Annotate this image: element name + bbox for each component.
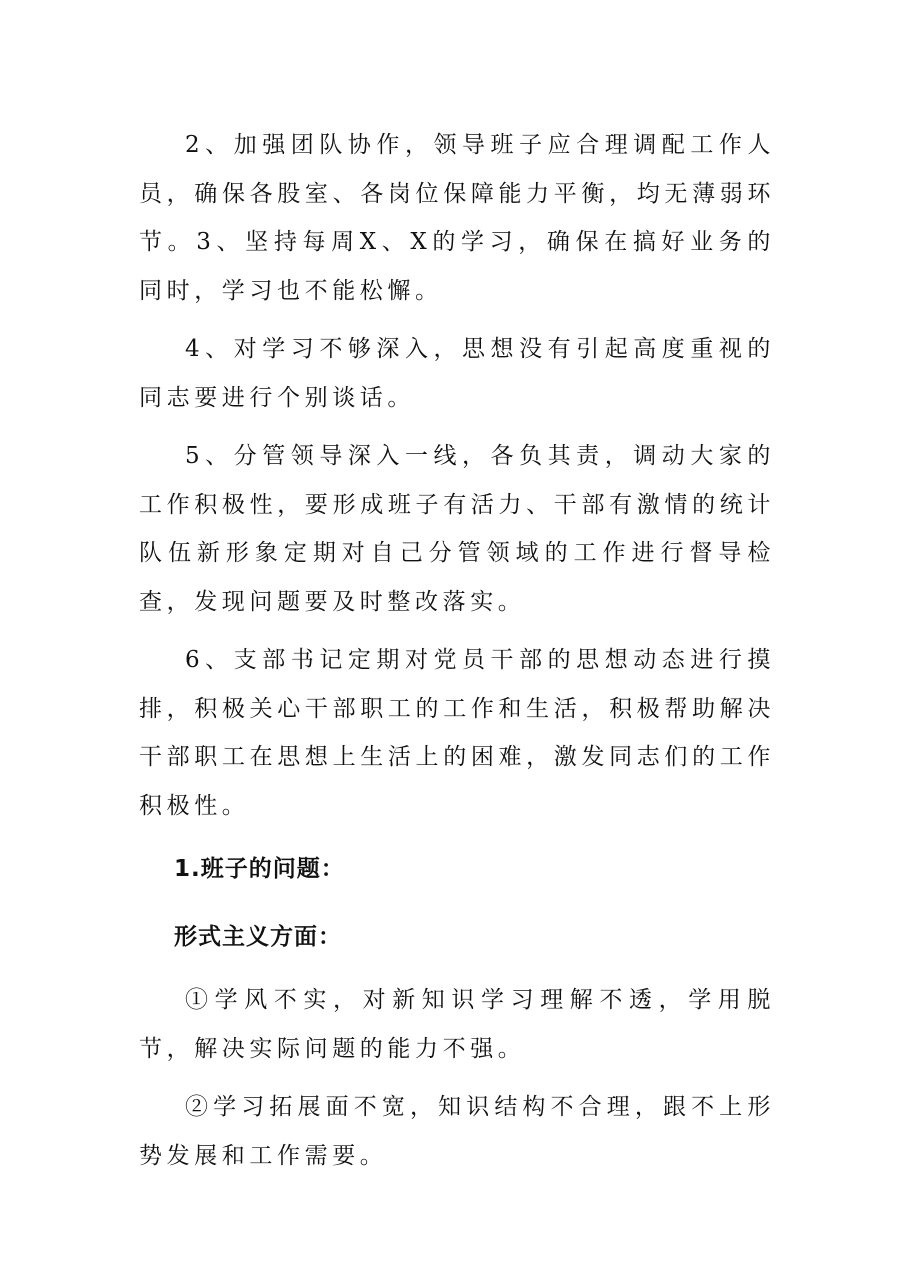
paragraph-item-5: 5、分管领导深入一线，各负其责，调动大家的工作积极性，要形成班子有活力、干部有激情的统计队伍新形象定期对自己分管领域的工作进行督导检查，发现问题要及时整改落实。 [139,443,775,615]
paragraph-item-2: 2、加强团队协作，领导班子应合理调配工作人员，确保各股室、各岗位保障能力平衡，均无薄弱环节。3、坚持每周X、X的学习，确保在搞好业务的同时，学习也不能松懈。 [139,132,775,304]
section-heading-team-issues: 1.班子的问题： [174,856,345,882]
subsection-heading-formalism: 形式主义方面： [174,924,342,950]
paragraph-item-6: 6、支部书记定期对党员干部的思想动态进行摸排，积极关心干部职工的工作和生活，积极帮助解决干部职工在思想上生活上的困难，激发同志们的工作积极性。 [139,647,775,819]
list-item-study-style: ①学风不实，对新知识学习理解不透，学用脱节，解决实际问题的能力不强。 [139,987,775,1062]
paragraph-item-4: 4、对学习不够深入，思想没有引起高度重视的同志要进行个别谈话。 [139,336,775,411]
list-item-study-scope: ②学习拓展面不宽，知识结构不合理，跟不上形势发展和工作需要。 [139,1094,775,1169]
document-body [139,121,775,1190]
